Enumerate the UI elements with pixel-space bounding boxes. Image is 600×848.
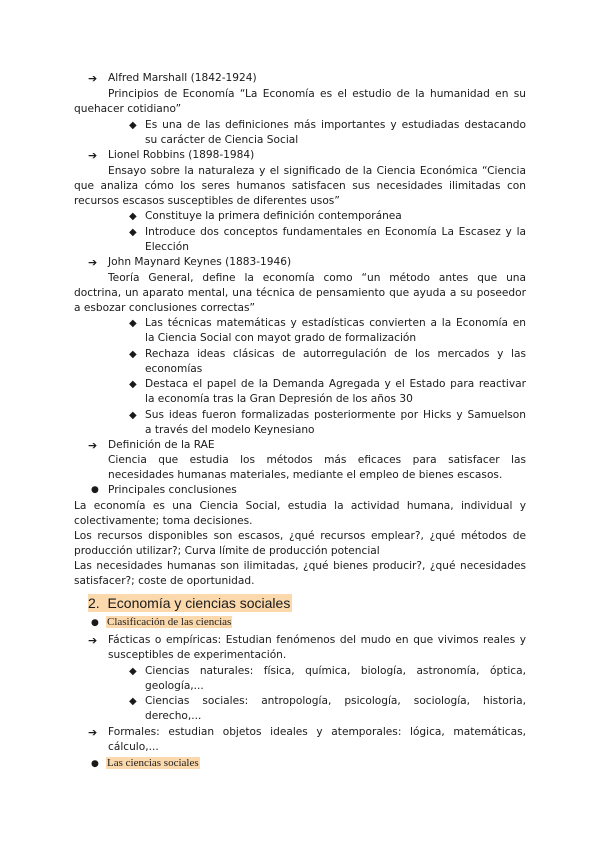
conclusion-2-line2: producción utilizar?; Curva límite de producción potencial xyxy=(74,545,380,557)
keynes-point-4-line1: Sus ideas fueron formalizadas posteriormente por Hicks y Samuelson xyxy=(145,409,526,421)
formales-line1: Formales: estudian objetos ideales y atemporales: lógica, matemáticas, xyxy=(108,726,526,738)
arrow-bullet-icon: ➔ xyxy=(88,256,98,269)
rae-desc-line2: necesidades humanas materiales, mediante el empleo de bienes escasos. xyxy=(108,469,503,481)
robbins-desc-line3: recursos escasos susceptibles de diferentes usos” xyxy=(74,195,340,207)
conclusion-1-line1: La economía es una Ciencia Social, estudia la actividad humana, individual y xyxy=(74,500,526,512)
marshall-point-1-line2: su carácter de Ciencia Social xyxy=(145,134,299,146)
marshall-point-1-line1: Es una de las definiciones más importantes y estudiadas destacando xyxy=(145,119,526,131)
marshall-heading: Alfred Marshall (1842-1924) xyxy=(108,72,257,84)
section-2-heading xyxy=(88,594,292,612)
facticas-line2: susceptibles de experimentación. xyxy=(108,649,287,661)
arrow-bullet-icon: ➔ xyxy=(88,634,98,647)
ciencias-sociales-line1: Ciencias sociales: antropología, psicología, sociología, historia, xyxy=(145,695,526,707)
keynes-heading: John Maynard Keynes (1883-1946) xyxy=(108,256,292,268)
diamond-bullet-icon: ◆ xyxy=(129,227,137,238)
ciencias-naturales-line1: Ciencias naturales: física, química, biología, astronomía, óptica, xyxy=(145,665,526,677)
rae-heading: Definición de la RAE xyxy=(108,439,215,451)
keynes-desc-line3: a esbozar conclusiones correctas” xyxy=(74,302,256,314)
arrow-bullet-icon: ➔ xyxy=(88,149,98,162)
facticas-line1: Fácticas o empíricas: Estudian fenómenos del mudo en que vivimos reales y xyxy=(108,634,526,646)
round-bullet-icon: ● xyxy=(91,485,99,495)
diamond-bullet-icon: ◆ xyxy=(129,211,137,222)
classification-label: Clasificación de las ciencias xyxy=(107,616,232,628)
round-bullet-icon: ● xyxy=(91,759,99,769)
marshall-desc-line1: Principios de Economía “La Economía es el estudio de la humanidad en su xyxy=(108,88,526,100)
classification-heading xyxy=(106,615,232,630)
social-sciences-heading xyxy=(106,756,200,771)
conclusion-1-line2: colectivamente; toma decisiones. xyxy=(74,515,253,527)
ciencias-naturales-line2: geología,... xyxy=(145,680,204,692)
robbins-desc-line2: que analiza cómo los seres humanos satisfacen sus necesidades ilimitadas con xyxy=(74,180,526,192)
diamond-bullet-icon: ◆ xyxy=(129,349,137,360)
diamond-bullet-icon: ◆ xyxy=(129,379,137,390)
rae-desc-line1: Ciencia que estudia los métodos más eficaces para satisfacer las xyxy=(108,454,526,466)
conclusion-3-line2: satisfacer?; coste de oportunidad. xyxy=(74,575,255,587)
robbins-heading: Lionel Robbins (1898-1984) xyxy=(108,149,255,161)
arrow-bullet-icon: ➔ xyxy=(88,72,98,85)
diamond-bullet-icon: ◆ xyxy=(129,696,137,707)
formales-line2: cálculo,... xyxy=(108,741,159,753)
keynes-point-3-line2: la economía tras la Gran Depresión de los años 30 xyxy=(145,393,413,405)
arrow-bullet-icon: ➔ xyxy=(88,439,98,452)
conclusion-3-line1: Las necesidades humanas son ilimitadas, ¿qué bienes producir?, ¿qué necesidades xyxy=(74,560,526,572)
keynes-point-2-line1: Rechaza ideas clásicas de autorregulación de los mercados y las xyxy=(145,348,526,360)
keynes-desc-line2: doctrina, un aparato mental, una técnica de pensamiento que ayuda a su poseedor xyxy=(74,287,526,299)
keynes-point-3-line1: Destaca el papel de la Demanda Agregada y el Estado para reactivar xyxy=(145,378,526,390)
social-sciences-label: Las ciencias sociales xyxy=(107,757,199,769)
marshall-desc-line2: quehacer cotidiano” xyxy=(74,103,182,115)
robbins-point-2-line1: Introduce dos conceptos fundamentales en Economía La Escasez y la xyxy=(145,226,526,238)
keynes-point-2-line2: economías xyxy=(145,363,203,375)
section-title: Economía y ciencias sociales xyxy=(107,595,291,611)
keynes-point-1-line1: Las técnicas matemáticas y estadísticas convierten a la Economía en xyxy=(145,317,526,329)
diamond-bullet-icon: ◆ xyxy=(129,410,137,421)
ciencias-sociales-line2: derecho,... xyxy=(145,710,202,722)
conclusion-2-line1: Los recursos disponibles son escasos, ¿qué recursos emplear?, ¿qué métodos de xyxy=(74,530,526,542)
robbins-desc-line1: Ensayo sobre la naturaleza y el significado de la Ciencia Económica “Ciencia xyxy=(108,165,526,177)
arrow-bullet-icon: ➔ xyxy=(88,726,98,739)
robbins-point-1: Constituye la primera definición contemporánea xyxy=(145,210,402,222)
diamond-bullet-icon: ◆ xyxy=(129,666,137,677)
robbins-point-2-line2: Elección xyxy=(145,241,189,253)
keynes-point-4-line2: a través del modelo Keynesiano xyxy=(145,424,315,436)
conclusions-heading: Principales conclusiones xyxy=(108,484,237,496)
diamond-bullet-icon: ◆ xyxy=(129,120,137,131)
keynes-point-1-line2: la Ciencia Social con mayot grado de formalización xyxy=(145,332,417,344)
section-number: 2. xyxy=(88,595,100,611)
diamond-bullet-icon: ◆ xyxy=(129,318,137,329)
round-bullet-icon: ● xyxy=(91,618,99,628)
keynes-desc-line1: Teoría General, define la economía como “un método antes que una xyxy=(108,272,526,284)
